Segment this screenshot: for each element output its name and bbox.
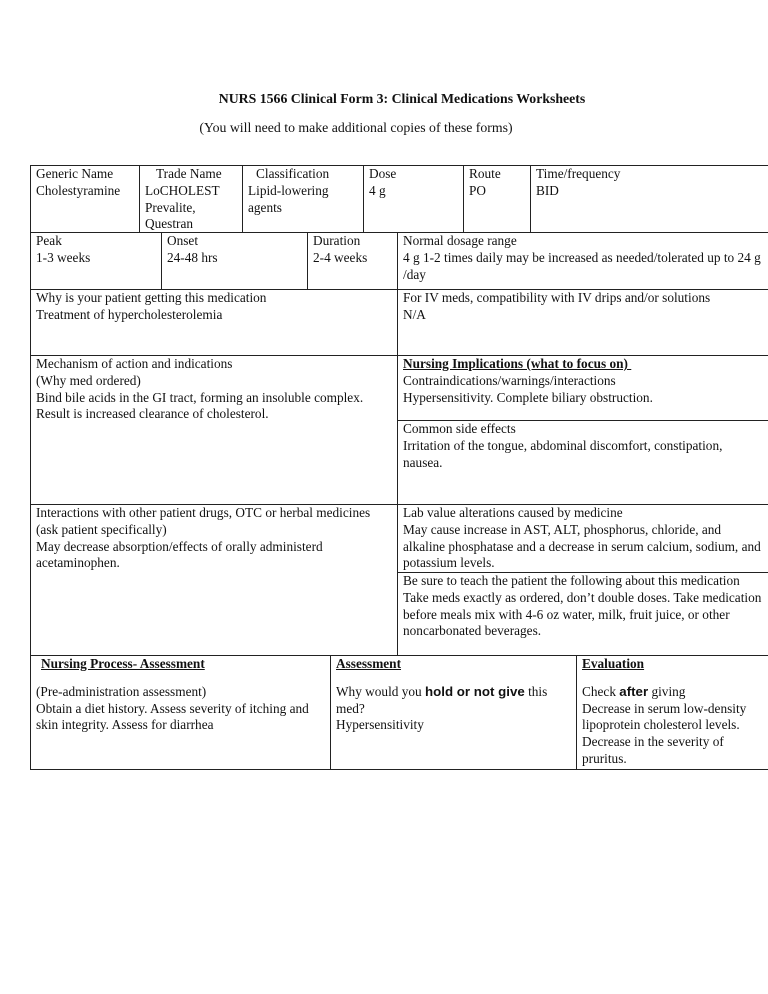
patient-teaching-label: Be sure to teach the patient the following about this medication: [403, 573, 740, 588]
generic-name-value: Cholestyramine: [36, 182, 121, 198]
generic-name-cell: [30, 165, 139, 232]
evaluation-check-bold: after: [619, 683, 649, 699]
page-subtitle: (You will need to make additional copies of these forms): [199, 120, 513, 135]
duration-cell: [307, 232, 397, 289]
trade-name-label: Trade Name: [156, 166, 222, 181]
assessment-heading: Assessment: [336, 656, 402, 671]
peak-value: 1-3 weeks: [36, 249, 91, 265]
assessment-question-bold: hold or not give: [425, 683, 525, 699]
side-effects-label: Common side effects: [403, 421, 516, 436]
spacer: [582, 673, 764, 684]
why-medication-label: Why is your patient getting this medication: [36, 290, 267, 305]
lab-values-value: May cause increase in AST, ALT, phosphorus, chloride, and alkaline phosphatase and a decrease in serum calcium, sodium, and potassium levels.: [403, 521, 765, 571]
nursing-process-value: Obtain a diet history. Assess severity of itching and skin integrity. Assess for diarrhea: [36, 700, 313, 733]
side-effects-value: Irritation of the tongue, abdominal discomfort, constipation, nausea.: [403, 437, 726, 470]
evaluation-check: [582, 684, 764, 701]
why-medication-value: Treatment of hypercholesterolemia: [36, 306, 223, 322]
dosage-range-label: Normal dosage range: [403, 233, 517, 248]
iv-compatibility-cell: [397, 289, 768, 355]
assessment-question-pre: Why would you: [336, 683, 426, 699]
side-effects-cell: [397, 420, 768, 504]
mechanism-value: Bind bile acids in the GI tract, forming an insoluble complex. Result is increased clearance of cholesterol.: [36, 389, 367, 422]
assessment-question: [336, 684, 572, 718]
peak-label: Peak: [36, 233, 62, 248]
evaluation-heading: Evaluation: [582, 656, 645, 671]
why-medication-cell: [30, 289, 397, 355]
evaluation-check-pre: Check: [582, 683, 620, 699]
onset-label: Onset: [167, 233, 199, 248]
dosage-range-value: 4 g 1-2 times daily may be increased as needed/tolerated up to 24 g /day: [403, 249, 765, 282]
contraindications-value: Hypersensitivity. Complete biliary obstruction.: [403, 389, 653, 405]
interactions-value: May decrease absorption/effects of orally administerd acetaminophen.: [36, 538, 326, 571]
lab-values-label: Lab value alterations caused by medicine: [403, 505, 623, 520]
interactions-cell: [30, 504, 397, 655]
mechanism-label: Mechanism of action and indications: [36, 356, 233, 371]
classification-label: Classification: [256, 166, 330, 181]
contraindications-cell: [397, 355, 768, 420]
route-label: Route: [469, 166, 501, 181]
nursing-implications-heading: Nursing Implications (what to focus on): [403, 356, 632, 371]
mechanism-sublabel: (Why med ordered): [36, 372, 141, 388]
peak-cell: [30, 232, 161, 289]
iv-compatibility-value: N/A: [403, 306, 426, 322]
classification-value: Lipid-lowering agents: [248, 182, 332, 215]
evaluation-check-post: giving: [648, 683, 686, 699]
duration-label: Duration: [313, 233, 361, 248]
nursing-process-cell: [30, 655, 330, 769]
contraindications-label: Contraindications/warnings/interactions: [403, 372, 616, 388]
patient-teaching-value: Take meds exactly as ordered, don’t double doses. Take medication before meals mix with 4-6 oz water, milk, fruit juice, or other noncarbonated beverages.: [403, 589, 765, 639]
dose-label: Dose: [369, 166, 397, 181]
generic-name-label: Generic Name: [36, 166, 114, 181]
assessment-question-post: this med?: [336, 683, 551, 716]
spacer: [41, 673, 326, 684]
time-frequency-label: Time/frequency: [536, 166, 621, 181]
classification-cell: [242, 165, 363, 232]
interactions-label: Interactions with other patient drugs, OTC or herbal medicines (ask patient specifically): [36, 505, 374, 537]
onset-cell: [161, 232, 307, 289]
dose-value: 4 g: [369, 182, 386, 198]
nursing-process-sublabel: (Pre-administration assessment): [36, 683, 207, 699]
evaluation-cell: [576, 655, 768, 769]
dose-cell: [363, 165, 463, 232]
assessment-cell: [330, 655, 576, 769]
route-cell: [463, 165, 530, 232]
nursing-process-heading: Nursing Process- Assessment: [41, 656, 205, 671]
mechanism-cell: [30, 355, 397, 504]
lab-values-cell: [397, 504, 768, 572]
patient-teaching-cell: [397, 572, 768, 655]
evaluation-value-1: Decrease in serum low-density lipoprotein cholesterol levels.: [582, 700, 750, 733]
time-frequency-cell: [530, 165, 768, 232]
assessment-value: Hypersensitivity: [336, 717, 424, 733]
spacer: [336, 673, 572, 684]
time-frequency-value: BID: [536, 182, 559, 198]
evaluation-value-2: Decrease in the severity of pruritus.: [582, 734, 728, 766]
trade-name-cell: [139, 165, 242, 232]
onset-value: 24-48 hrs: [167, 249, 218, 265]
iv-compatibility-label: For IV meds, compatibility with IV drips and/or solutions: [403, 290, 711, 305]
route-value: PO: [469, 182, 486, 198]
page-title: NURS 1566 Clinical Form 3: Clinical Medications Worksheets: [218, 91, 586, 106]
trade-name-value: LoCHOLEST Prevalite, Questran: [145, 182, 223, 232]
dosage-range-cell: [397, 232, 768, 289]
duration-value: 2-4 weeks: [313, 249, 368, 265]
